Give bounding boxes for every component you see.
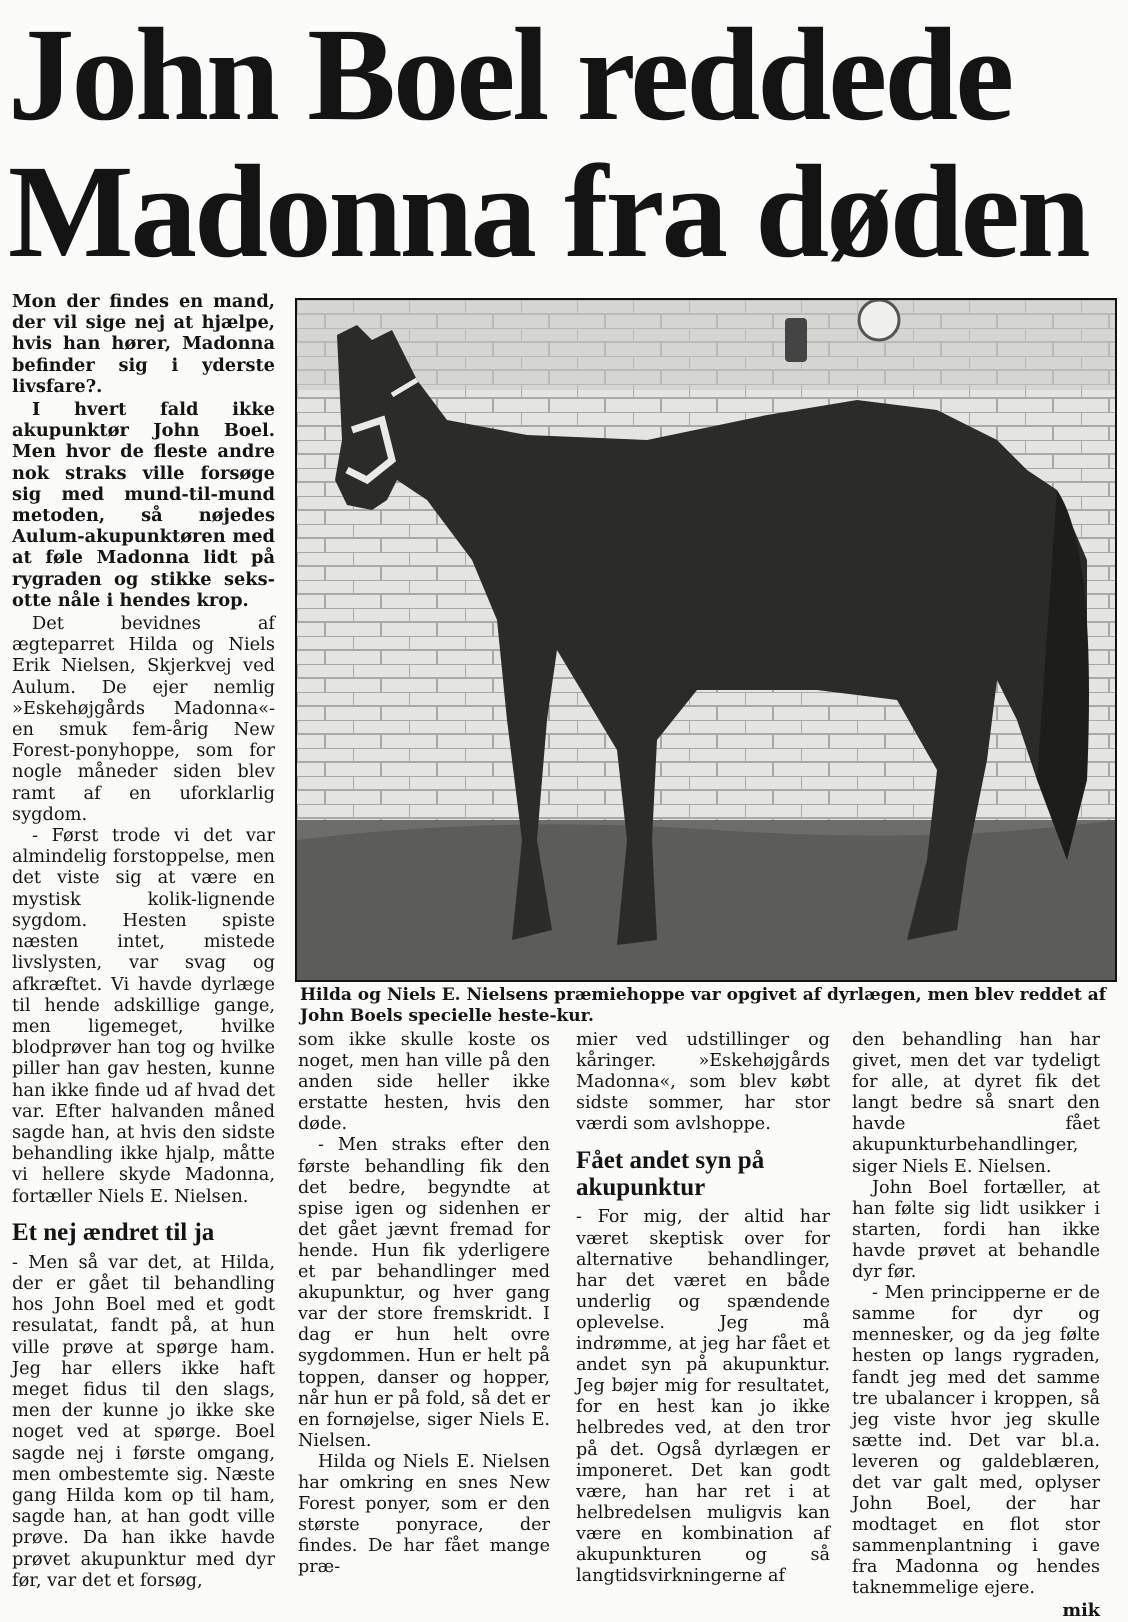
column-2 bbox=[298, 1030, 550, 1578]
body-paragraph: Det bevidnes af ægteparret Hilda og Niels Erik Nielsen, Skjerkvej ved Aulum. De ejer nemlig »Eskehøjgårds Madonna«- en smuk fem-årig New Forest-ponyhoppe, som for nogle måneder siden blev ramt af en uforklarlig sygdom. bbox=[12, 613, 275, 825]
body-paragraph: Hilda og Niels E. Nielsen har omkring en snes New Forest ponyer, som er den største ponyrace, der findes. De har fået mange præ- bbox=[298, 1451, 550, 1578]
subheading-2: Fået andet syn på akupunktur bbox=[576, 1147, 765, 1202]
column-4 bbox=[852, 1030, 1100, 1622]
byline: mik bbox=[1062, 1599, 1100, 1621]
photo-caption: Hilda og Niels E. Nielsens præmiehoppe var opgivet af dyrlægen, men blev reddet af John Boels specielle heste-kur. bbox=[300, 985, 1107, 1026]
lead-paragraph: I hvert fald ikke akupunktør John Boel. Men hvor de fleste andre nok straks ville forsøge sig med mund-til-mund metoden, så nøjedes Aulum-akupunktøren med at føle Madonna lidt på rygraden og stikke seks-otte nåle i hendes krop. bbox=[12, 399, 275, 611]
lead-paragraphs bbox=[12, 291, 275, 611]
body-paragraph: mier ved udstillinger og kåringer. »Eskehøjgårds Madonna«, som blev købt sidste sommer, har stor værdi som avlshoppe. bbox=[576, 1030, 830, 1135]
body-paragraph: - Men så var det, at Hilda, der er gået til behandling hos John Boel med et godt resulatat, fandt på, at hun ville prøve at spørge ham. Jeg har ellers ikke haft meget fidus til den slags, men der kunne jo ikke ske noget ved at spørge. Boel sagde nej i første omgang, men ombestemte sig. Næste gang Hilda kom op til ham, sagde han, at han godt ville prøve. Da han ikke havde prøvet akupunktur med dyr før, var det et forsøg, bbox=[12, 1251, 275, 1591]
horse-photo bbox=[295, 298, 1117, 982]
body-paragraph: - Først trode vi det var almindelig forstoppelse, men det viste sig at være en mystisk kolik-lignende sygdom. Hesten spiste næsten intet, mistede livslysten, var svag og afkræftet. Vi havde dyrlæge til hende adskillige gange, men ligemeget, hvilke blodprøver han tog og hvilke piller han gav hesten, kunne han ikke finde ud af hvad det var. Efter halvanden måned sagde han, at hvis den sidste behandling ikke hjalp, måtte vi hellere skyde Madonna, fortæller Niels E. Nielsen. bbox=[12, 825, 275, 1207]
subheading-1: Et nej ændret til ja bbox=[12, 1218, 215, 1246]
lead-paragraph: Mon der findes en mand, der vil sige nej at hjælpe, hvis han hører, Madonna befinder sig i yderste livsfare?. bbox=[12, 291, 275, 397]
body-paragraph: - Men straks efter den første behandling fik den det bedre, begyndte at spise igen og sidenhen er det gået jævnt fremad for hende. Hun fik yderligere et par behandlinger med akupunktur, og hver gang var der store fremskridt. I dag er hun helt ovre sygdommen. Hun er helt på toppen, danser og hopper, når hun er på fold, så det er en fornøjelse, siger Niels E. Nielsen. bbox=[298, 1135, 550, 1451]
body-paragraph: den behandling han har givet, men det var tydeligt for alle, at dyret fik det langt bedre så snart den havde fået akupunkturbehandlinger, siger Niels E. Nielsen. bbox=[852, 1030, 1100, 1177]
column-3 bbox=[576, 1030, 830, 1587]
body-paragraph: som ikke skulle koste os noget, men han ville på den anden side heller ikke erstatte hesten, hvis den døde. bbox=[298, 1030, 550, 1135]
body-paragraph: - Men principperne er de samme for dyr og mennesker, og da jeg følte hesten op langs rygraden, fandt jeg med det samme tre ubalancer i kroppen, så jeg viste hvor jeg skulle sætte ind. Det var bl.a. leveren og galdeblæren, det var galt med, oplyser John Boel, der har modtaget en flot stor sammenplantning i gave fra Madonna og hendes taknemmelige ejere. bbox=[852, 1283, 1100, 1599]
column-1 bbox=[12, 291, 275, 1591]
body-paragraph: John Boel fortæller, at han følte sig lidt usikker i starten, fordi han ikke havde prøvet at behandle dyr før. bbox=[852, 1177, 1100, 1283]
headline bbox=[8, 0, 1123, 285]
horse-image bbox=[297, 300, 1115, 980]
headline-line-1: John Boel reddede bbox=[8, 0, 1012, 148]
byline-row bbox=[852, 1600, 1100, 1622]
body-paragraph: - For mig, der altid har været skeptisk over for alternative behandlinger, har det været en både underlig og spændende oplevelse. Jeg må indrømme, at jeg har fået et andet syn på akupunktur. Jeg bøjer mig for resultatet, for en hest kan jo ikke helbredes ved, at den tror på det. Også dyrlægen er imponeret. Det kan godt være, han har ret i at helbredelsen muligvis kan være en kombination af akupunkturen og så langtidsvirkningerne af bbox=[576, 1207, 830, 1587]
headline-line-2: Madonna fra døden bbox=[8, 137, 1088, 285]
